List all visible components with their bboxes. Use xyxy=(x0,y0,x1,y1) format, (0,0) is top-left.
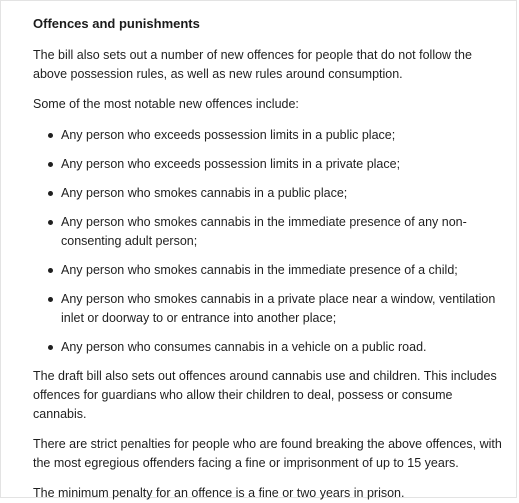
list-item xyxy=(33,213,503,251)
list-item xyxy=(33,126,503,145)
section-heading: Offences and punishments xyxy=(33,16,200,31)
list-item-text: Any person who consumes cannabis in a vehicle on a public road. xyxy=(61,340,427,354)
bullet-icon xyxy=(48,297,53,302)
list-item-text: Any person who smokes cannabis in the immediate presence of any non-consenting adult person; xyxy=(61,215,467,248)
list-item-text: Any person who smokes cannabis in the immediate presence of a child; xyxy=(61,263,458,277)
list-item-text: Any person who exceeds possession limits in a public place; xyxy=(61,128,396,142)
bullet-icon xyxy=(48,191,53,196)
list-item xyxy=(33,290,503,328)
list-item xyxy=(33,184,503,203)
bullet-icon xyxy=(48,162,53,167)
bullet-icon xyxy=(48,220,53,225)
children-paragraph: The draft bill also sets out offences around cannabis use and children. This includes offences for guardians who allow their children to deal, possess or consume cannabis. xyxy=(33,369,497,421)
offences-lead-paragraph: Some of the most notable new offences include: xyxy=(33,97,299,111)
bullet-icon xyxy=(48,268,53,273)
list-item-text: Any person who smokes cannabis in a private place near a window, ventilation inlet or doorway to or entrance into another place; xyxy=(61,292,496,325)
list-item xyxy=(33,338,503,357)
list-item xyxy=(33,155,503,174)
intro-paragraph: The bill also sets out a number of new offences for people that do not follow the above possession rules, as well as new rules around consumption. xyxy=(33,48,472,81)
penalties-paragraph: There are strict penalties for people who are found breaking the above offences, with the most egregious offenders facing a fine or imprisonment of up to 15 years. xyxy=(33,437,502,470)
minimum-penalty-paragraph: The minimum penalty for an offence is a fine or two years in prison. xyxy=(33,486,405,500)
list-item xyxy=(33,261,503,280)
offences-list xyxy=(33,126,503,357)
bullet-icon xyxy=(48,133,53,138)
bullet-icon xyxy=(48,345,53,350)
list-item-text: Any person who exceeds possession limits in a private place; xyxy=(61,157,401,171)
article-content xyxy=(33,15,503,503)
list-item-text: Any person who smokes cannabis in a public place; xyxy=(61,186,348,200)
